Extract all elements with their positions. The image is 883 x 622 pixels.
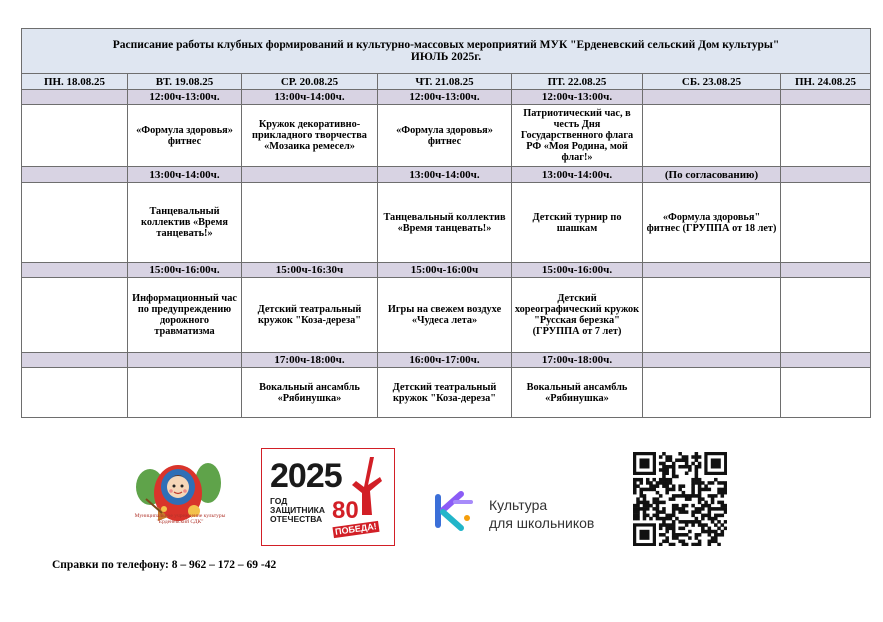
time-cell: 12:00ч-13:00ч. [128,90,242,105]
year-2025-caption: ГОД ЗАЩИТНИКА ОТЕЧЕСТВА [270,496,326,524]
event-cell [643,278,781,353]
year-2025-text: 2025 [270,457,342,495]
victory-80-text: 80 [332,497,359,524]
time-cell [781,90,871,105]
sdk-logo-caption [132,513,228,525]
time-cell: (По согласованию) [643,167,781,183]
day-header: ВТ. 19.08.25 [128,74,242,90]
phone-info: Справки по телефону: 8 – 962 – 172 – 69 -42 [52,559,277,571]
time-cell [22,90,128,105]
kultura-line2: для школьников [489,515,595,531]
sdk-caption-line2: "Ерденевский СДК" [156,519,204,525]
event-cell: Детский театральный кружок "Коза-дереза" [378,368,512,418]
day-header: СБ. 23.08.25 [643,74,781,90]
kultura-logo [431,488,621,538]
schedule-title-line2: ИЮЛЬ 2025г. [410,51,482,63]
event-cell [643,368,781,418]
time-cell [22,353,128,368]
sdk-logo [128,447,228,539]
schedule-title-line1: Расписание работы клубных формирований и культурно-массовых мероприятий МУК "Ерденевский сельский Дом культуры" [112,39,780,51]
event-row [22,278,871,353]
event-cell [781,368,871,418]
kultura-text [489,496,594,532]
day-header: ПН. 18.08.25 [22,74,128,90]
time-cell [781,263,871,278]
qr-code[interactable] [633,452,727,546]
event-row [22,105,871,167]
time-cell: 12:00ч-13:00ч. [512,90,643,105]
event-cell [22,183,128,263]
event-cell: Детский хореографический кружок "Русская березка" (ГРУППА от 7 лет) [512,278,643,353]
time-cell: 15:00ч-16:30ч [242,263,378,278]
event-cell [22,105,128,167]
kultura-k-icon [431,488,481,534]
kultura-line1: Культура [489,497,548,513]
event-cell [643,105,781,167]
event-cell: Игры на свежем воздухе «Чудеса лета» [378,278,512,353]
time-cell: 12:00ч-13:00ч. [378,90,512,105]
event-cell [22,368,128,418]
time-cell: 17:00ч-18:00ч. [512,353,643,368]
schedule-title [22,29,871,74]
event-cell [781,105,871,167]
day-header: ПТ. 22.08.25 [512,74,643,90]
time-cell [643,353,781,368]
time-row [22,263,871,278]
time-cell: 13:00ч-14:00ч. [378,167,512,183]
event-cell [781,278,871,353]
time-row [22,353,871,368]
day-header: ЧТ. 21.08.25 [378,74,512,90]
time-cell: 15:00ч-16:00ч [378,263,512,278]
event-cell [242,183,378,263]
time-cell [22,167,128,183]
event-cell: Информационный час по предупреждению дорожного травматизма [128,278,242,353]
time-row [22,167,871,183]
schedule-table [21,28,871,418]
matryoshka-icon [128,447,228,539]
event-cell [128,368,242,418]
event-cell [781,183,871,263]
time-cell [781,167,871,183]
event-cell [22,278,128,353]
time-cell [22,263,128,278]
time-cell: 13:00ч-14:00ч. [242,90,378,105]
time-cell [128,353,242,368]
time-cell [643,263,781,278]
time-row [22,90,871,105]
event-cell: Танцевальный коллектив «Время танцевать!» [378,183,512,263]
event-cell: Детский театральный кружок "Коза-дереза" [242,278,378,353]
event-cell: «Формула здоровья» фитнес [128,105,242,167]
event-cell: Вокальный ансамбль «Рябинушка» [242,368,378,418]
time-cell: 15:00ч-16:00ч. [512,263,643,278]
event-cell: Танцевальный коллектив «Время танцевать!» [128,183,242,263]
time-cell: 13:00ч-14:00ч. [128,167,242,183]
event-cell: Детский турнир по шашкам [512,183,643,263]
event-cell: «Формула здоровья" фитнес (ГРУППА от 18 лет) [643,183,781,263]
sdk-caption-line1: Муниципальное учреждение культуры [134,513,226,519]
event-cell: Вокальный ансамбль «Рябинушка» [512,368,643,418]
time-cell [781,353,871,368]
qr-code-icon [633,452,727,546]
time-cell: 17:00ч-18:00ч. [242,353,378,368]
time-cell [643,90,781,105]
event-row [22,368,871,418]
time-cell: 13:00ч-14:00ч. [512,167,643,183]
event-cell: «Формула здоровья» фитнес [378,105,512,167]
event-cell: Кружок декоративно-прикладного творчества «Мозаика ремесел» [242,105,378,167]
event-row [22,183,871,263]
year-2025-logo [261,448,395,546]
time-cell [242,167,378,183]
time-cell: 15:00ч-16:00ч. [128,263,242,278]
day-header: ПН. 24.08.25 [781,74,871,90]
event-cell: Патриотический час, в честь Дня Государственного флага РФ «Моя Родина, мой флаг!» [512,105,643,167]
days-row [22,74,871,90]
time-cell: 16:00ч-17:00ч. [378,353,512,368]
victory-word: ПОБЕДА! [332,521,379,538]
day-header: СР. 20.08.25 [242,74,378,90]
